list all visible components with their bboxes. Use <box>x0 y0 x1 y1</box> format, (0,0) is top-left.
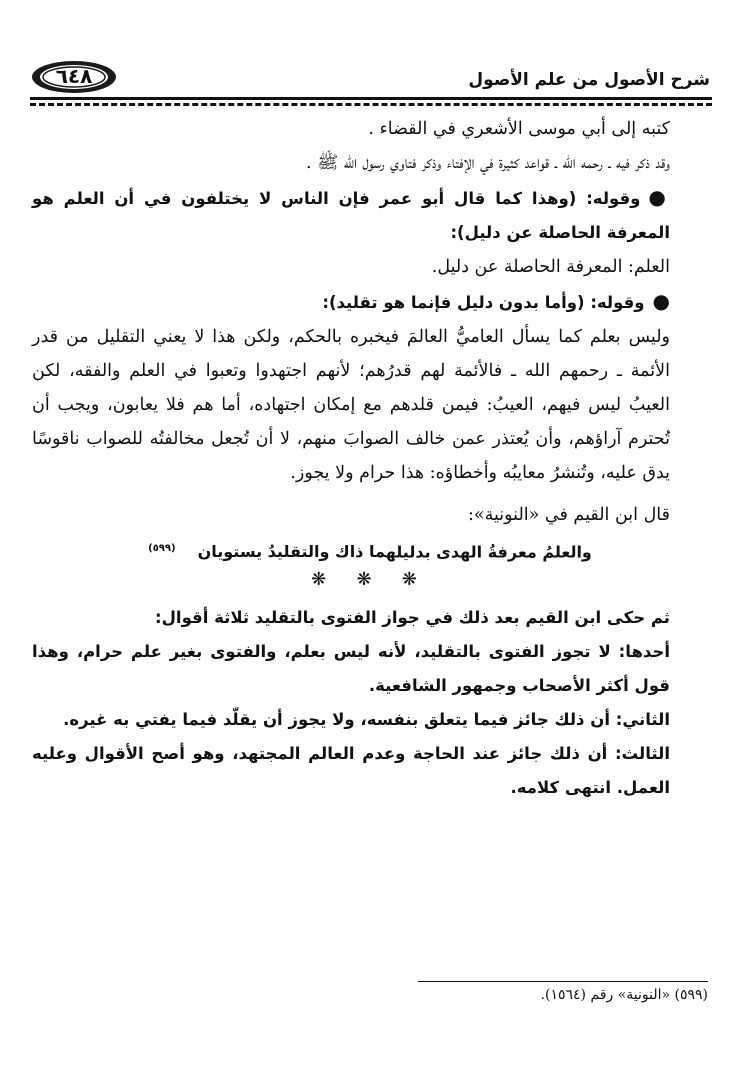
paragraph-5: قال ابن القيم في «النونية»: <box>467 505 670 525</box>
paragraph-6: ثم حكى ابن القيم بعد ذلك في جواز الفتوى بالتقليد ثلاثة أقوال: <box>155 608 670 628</box>
header-dashed-rule <box>30 103 712 106</box>
paragraph-2: وقد ذكر فيه ـ رحمه الله ـ قواعد كثيرة في الإفتاء وذكر فتاوي رسول الله ﷺ . <box>305 153 670 173</box>
paragraph-7: أحدها: لا تجوز الفتوى بالتقليد، لأنه ليس بعلم، والفتوى بغير علم حرام، وهذا قول أكثر الأصحاب وجمهور الشافعية. <box>32 642 670 696</box>
paragraph-8: الثاني: أن ذلك جائز فيما يتعلق بنفسه، ولا يجوز أن يقلّد فيما يفتي به غيره. <box>63 710 670 730</box>
paragraph-4: وليس بعلم كما يسأل العاميُّ العالمَ فيخبره بالحكم، ولكن هذا لا يعني التقليل من قدر الأئمة ـ رحمهم الله ـ فالأئمة لهم قدرُهم؛ لأنهم اجتهدوا وتعبوا في العلم والفقه، لكن العيبُ ليس فيهم، العيبُ: فيمن قلدهم مع إمكان اجتهاده، أما هم فلا يعابون، ويجب أن تُحترم آراؤهم، وأن يُعتذر عمن خالف الصوابَ منهم، لا أن تُجعل مخالفتُه للصواب ناقوسًا يدق عليه، وتُنشرُ معايبُه وأخطاؤه: هذا حرام ولا يجوز. <box>32 327 670 483</box>
page-number: ٦٤٨ <box>55 64 93 88</box>
running-title: شرح الأصول من علم الأصول <box>468 70 710 90</box>
header-rule <box>30 97 712 100</box>
poem-verse <box>32 532 708 569</box>
paragraph-1: كتبه إلى أبي موسى الأشعري في القضاء . <box>368 119 670 139</box>
paragraph-9: الثالث: أن ذلك جائز عند الحاجة وعدم العالم المجتهد، وهو أصح الأقوال وعليه العمل. انتهى كلامه. <box>32 744 670 798</box>
quote-paragraph-1 <box>32 180 708 250</box>
bullet-icon: ● <box>652 289 670 313</box>
page-body <box>32 112 708 805</box>
page-number-badge <box>30 58 118 96</box>
bullet-icon: ● <box>648 185 670 209</box>
quote-text-2: وقوله: (وأما بدون دليل فإنما هو تقليد): <box>322 293 645 312</box>
verse-second-hemistich: ما ذاك والتقليدُ يستويان <box>197 542 386 562</box>
footnote: (٥٩٩) «النونية» رقم (١٥٦٤). <box>540 987 708 1003</box>
section-divider-stars: ❋ ❋ ❋ <box>311 569 429 591</box>
footnote-reference: (٥٩٩) <box>148 543 176 554</box>
quote-paragraph-2 <box>32 284 708 320</box>
quote-text-1: وقوله: (وهذا كما قال أبو عمر فإن الناس لا يختلفون في أن العلم هو المعرفة الحاصلة عن دليل): <box>32 189 670 242</box>
page-header <box>30 52 712 108</box>
verse-first-hemistich: والعلمُ معرفةُ الهدى بدليله <box>385 542 592 562</box>
footnote-rule <box>418 981 708 982</box>
paragraph-3: العلم: المعرفة الحاصلة عن دليل. <box>431 257 670 277</box>
